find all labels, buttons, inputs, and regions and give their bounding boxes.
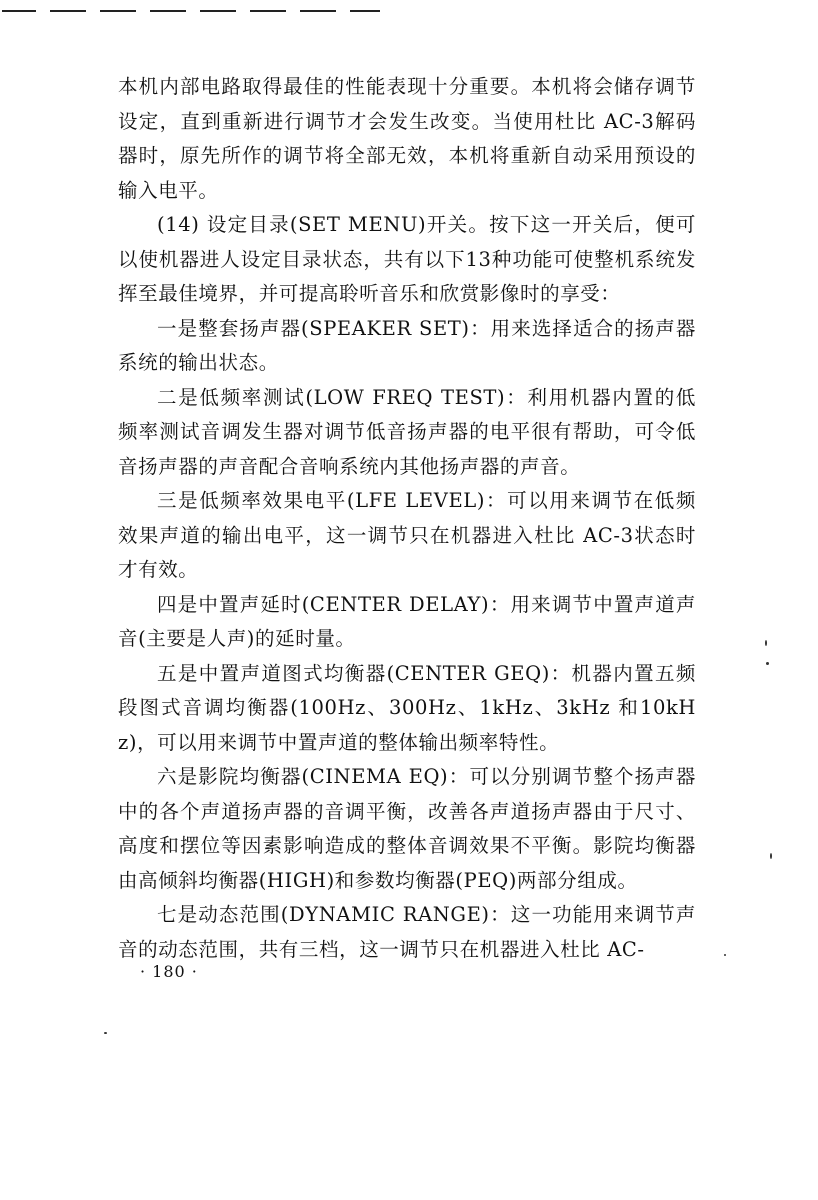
scan-dash (350, 10, 380, 12)
scan-dash (100, 10, 136, 12)
paragraph: 三是低频率效果电平(LFE LEVEL)：可以用来调节在低频效果声道的输出电平，这一调节只在机器进入杜比 AC-3状态时才有效。 (118, 489, 696, 581)
paragraph: 二是低频率测试(LOW FREQ TEST)：利用机器内置的低频率测试音调发生器对调节低音扬声器的电平很有帮助，可令低音扬声器的声音配合音响系统内其他扬声器的声音。 (118, 385, 696, 478)
paragraph: 本机内部电路取得最佳的性能表现十分重要。本机将会储存调节设定，直到重新进行调节才会发生改变。当使用杜比 AC-3解码器时，原先所作的调节将全部无效，本机将重新自动采用预设的输入电平。 (118, 75, 696, 202)
scan-dash (150, 10, 186, 12)
scan-dash (300, 10, 336, 12)
paragraph: 六是影院均衡器(CINEMA EQ)：可以分别调节整个扬声器中的各个声道扬声器的音调平衡，改善各声道扬声器由于尺寸、高度和摆位等因素影响造成的整体音调效果不平衡。影院均衡器由高倾斜均衡器(HIGH)和参数均衡器(PEQ)两部分组成。 (118, 765, 696, 892)
scan-speck (766, 662, 769, 665)
scan-speck (724, 954, 726, 956)
page-body (118, 70, 696, 967)
scan-dash (250, 10, 286, 12)
paragraph: 四是中置声延时(CENTER DELAY)：用来调节中置声道声音(主要是人声)的延时量。 (118, 592, 696, 650)
top-scan-border (0, 0, 818, 16)
scan-dash (2, 10, 36, 12)
scan-dash (50, 10, 86, 12)
scan-speck (765, 640, 767, 646)
paragraph: 七是动态范围(DYNAMIC RANGE)：这一功能用来调节声音的动态范围，共有三档，这一调节只在机器进入杜比 AC- (118, 903, 696, 961)
paragraph: 一是整套扬声器(SPEAKER SET)：用来选择适合的扬声器系统的输出状态。 (118, 316, 696, 374)
scan-speck (770, 853, 772, 859)
paragraph: (14) 设定目录(SET MENU)开关。按下这一开关后，便可以使机器进人设定目录状态，共有以下13种功能可使整机系统发挥至最佳境界，并可提高聆听音乐和欣赏影像时的享受： (118, 213, 696, 305)
page-number: · 180 · (140, 962, 198, 981)
scan-dash (200, 10, 236, 12)
paragraph: 五是中置声道图式均衡器(CENTER GEQ)：机器内置五频段图式音调均衡器(100Hz、300Hz、1kHz、3kHz 和10kHz)，可以用来调节中置声道的整体输出频率特性。 (118, 661, 696, 754)
scan-speck (104, 1032, 107, 1034)
